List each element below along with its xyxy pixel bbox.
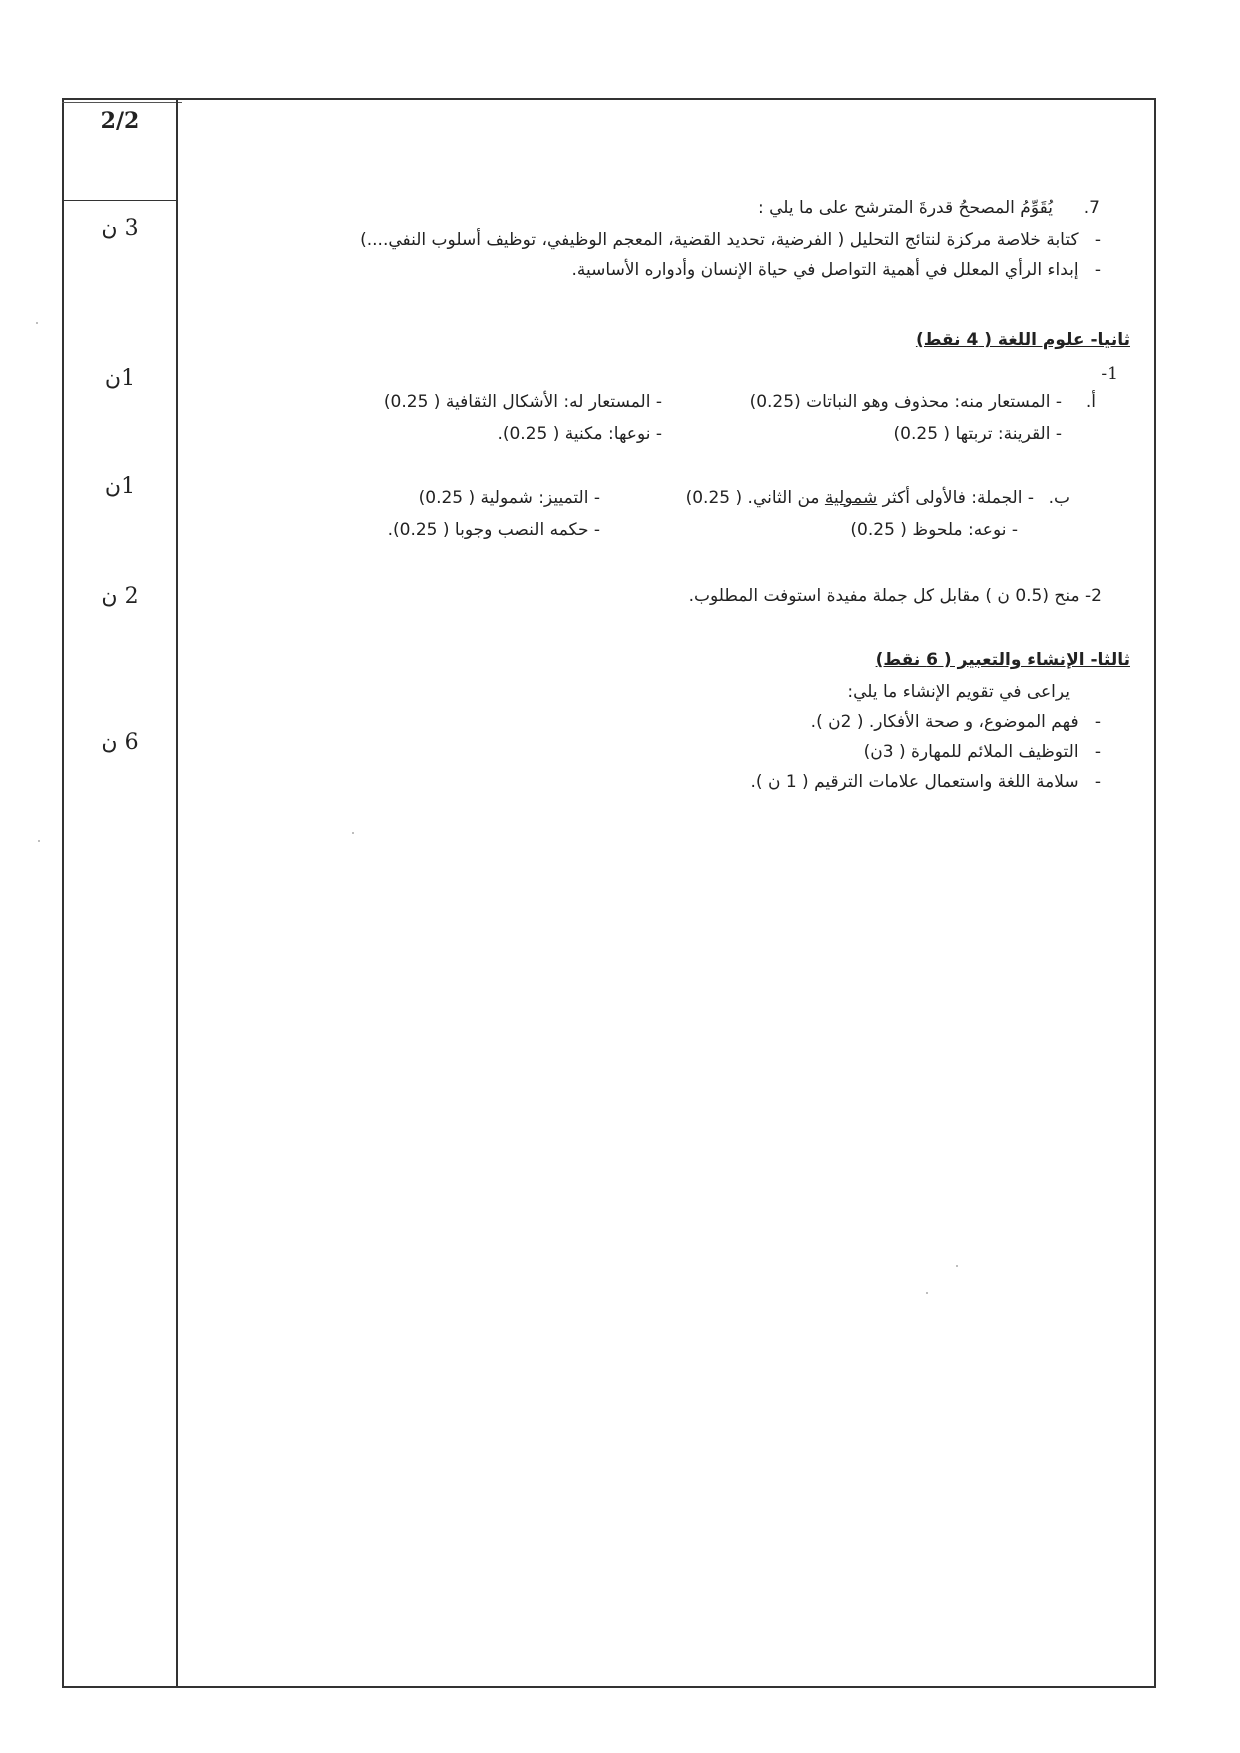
score-question-2: 2 ن	[101, 584, 139, 609]
score-item7: 3 ن	[101, 216, 139, 241]
section3-point-1: - فهم الموضوع، و صحة الأفكار. ( 2ن ).	[811, 712, 1112, 732]
part-b-type: - نوعه: ملحوظ ( 0.25)	[850, 520, 1018, 540]
item7-intro-line	[758, 198, 1100, 218]
item7-point-2: - إبداء الرأي المعلل في أهمية التواصل في حياة الإنسان وأدواره الأساسية.	[572, 260, 1112, 280]
scan-speck	[36, 322, 38, 324]
part-a-borrowed-to: - المستعار له: الأشكال الثقافية ( 0.25)	[383, 392, 662, 412]
scan-speck	[926, 1292, 928, 1294]
item7-number: 7.	[1083, 198, 1100, 218]
page-number: 2/2	[100, 108, 140, 134]
scan-speck	[38, 840, 40, 842]
question-1-label: 1-	[1101, 364, 1118, 384]
score-part-b: 1ن	[104, 474, 136, 499]
scan-speck	[352, 832, 354, 834]
part-a-type: - نوعها: مكنية ( 0.25).	[497, 424, 662, 444]
part-b-sentence: - الجملة: فالأولى أكثر شمولية من الثاني. ( 0.25)	[685, 488, 1034, 508]
section3-intro: يراعى في تقويم الإنشاء ما يلي:	[847, 682, 1070, 702]
section2-heading: ثانيا- علوم اللغة ( 4 نقط)	[915, 330, 1130, 350]
part-b-specifier: - التمييز: شمولية ( 0.25)	[418, 488, 600, 508]
question-2: 2- منح (0.5 ن ) مقابل كل جملة مفيدة استوفت المطلوب.	[688, 586, 1102, 606]
section3-heading: ثالثا- الإنشاء والتعبير ( 6 نقط)	[875, 650, 1130, 670]
item7-intro: يُقَوِّمُ المصححُ قدرةَ المترشح على ما يلي :	[757, 198, 1053, 218]
underlined-word: شمولية	[824, 488, 878, 508]
frame-top-line	[62, 102, 182, 103]
score-part-a: 1ن	[104, 366, 136, 391]
part-a-clue: - القرينة: تربتها ( 0.25)	[893, 424, 1062, 444]
page-number-divider	[62, 200, 178, 201]
part-a-borrowed-from: - المستعار منه: محذوف وهو النباتات (0.25)	[749, 392, 1062, 412]
margin-column-divider	[176, 98, 178, 1688]
scan-speck	[956, 1265, 958, 1267]
section3-point-3: - سلامة اللغة واستعمال علامات الترقيم ( 1 ن ).	[751, 772, 1113, 792]
section3-point-2: - التوظيف الملائم للمهارة ( 3ن)	[864, 742, 1112, 762]
part-b-label: ب.	[1048, 488, 1070, 508]
part-b-ruling: - حكمه النصب وجوبا ( 0.25).	[387, 520, 600, 540]
score-section-3: 6 ن	[101, 730, 139, 755]
part-a-label: أ.	[1085, 392, 1096, 412]
item7-point-1: - كتابة خلاصة مركزة لنتائج التحليل ( الفرضية، تحديد القضية، المعجم الوظيفي، توظيف أسلوب النفي....)	[360, 230, 1112, 250]
